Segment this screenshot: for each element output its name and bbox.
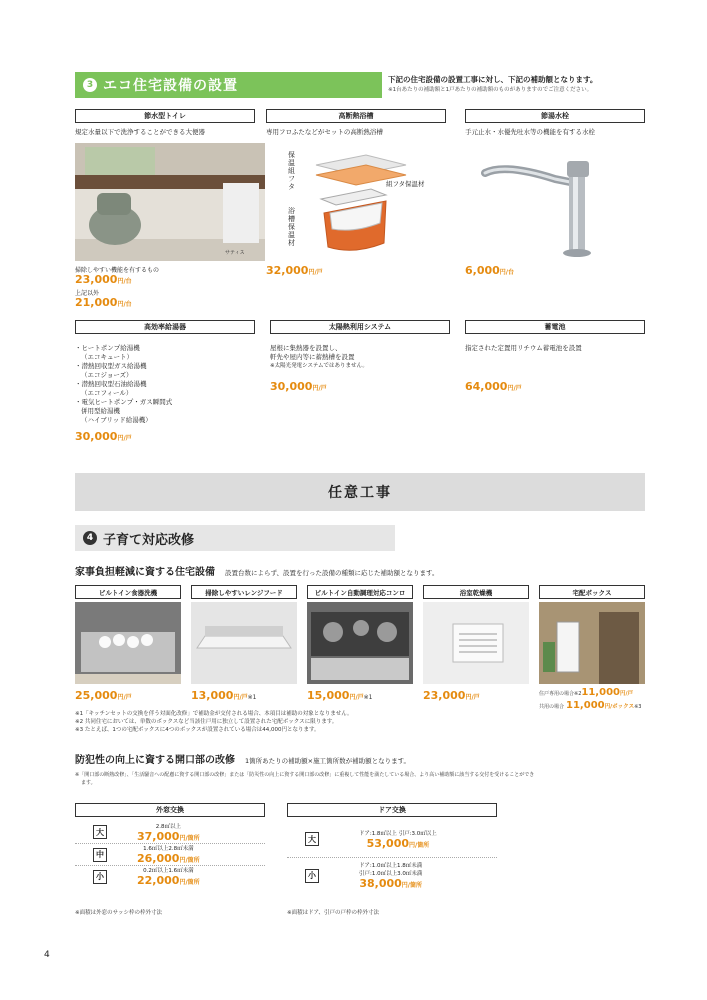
- toilet-line2: 上記以外: [75, 290, 100, 297]
- toilet-line1: 掃除しやすい機能を有するもの: [75, 267, 160, 274]
- bathtub-price-value: 32,000: [266, 264, 309, 277]
- note-3: ※3 たとえば、1つの宅配ボックスに4つのボックスが設置されている場合は44,000円となります。: [75, 727, 320, 733]
- solar-price: [270, 380, 327, 393]
- door-row-large: [287, 821, 497, 857]
- dishwasher-price-value: 25,000: [75, 689, 118, 702]
- water-heater-item: ・潜熱回収型ガス給湯機: [75, 362, 147, 370]
- section3-intro-note: ※1台あたりの補助額と1戸あたりの補助額のものがありますのでご注意ください。: [388, 87, 593, 93]
- window-row-info: [137, 866, 200, 887]
- section3-intro: [388, 74, 648, 96]
- bathtub-side-label: 組フタ保温材: [386, 180, 425, 188]
- delivery-line1: [539, 687, 659, 698]
- range-hood-price: [191, 689, 257, 702]
- bath-dryer-drawing: [423, 602, 529, 684]
- range-hood-drawing: [191, 602, 297, 684]
- water-heater-item: （エコキュート）: [81, 353, 133, 361]
- stove-drawing: [307, 602, 413, 684]
- door-row-small: [287, 857, 497, 893]
- bathtub-price: [266, 264, 323, 277]
- category-battery: 蓄電池: [465, 320, 645, 334]
- delivery-prices: [539, 687, 659, 711]
- stove-price: [307, 689, 373, 702]
- toilet-price1: [75, 274, 265, 288]
- housework-sub: 設置台数によらず、設置を行った設備の種類に応じた補助額となります。: [225, 569, 439, 577]
- dishwasher-photo: [75, 602, 181, 684]
- delivery-line1-mark: ※2: [574, 691, 582, 697]
- delivery-line1-price: 11,000: [581, 687, 620, 698]
- water-heater-item: （エコジョーズ）: [81, 371, 133, 379]
- dishwasher-price-unit: 円/戸: [117, 694, 132, 701]
- section4-number: 4: [83, 531, 97, 545]
- window-header: 外窓交換: [75, 803, 265, 817]
- solar-desc: [270, 344, 460, 371]
- window-row-medium: [75, 843, 265, 865]
- water-heater-price-value: 30,000: [75, 430, 118, 443]
- product-dishwasher: ビルトイン食器洗機: [75, 585, 181, 599]
- solar-note: ※太陽光発電システムではありません。: [270, 363, 368, 369]
- door-price-value: 38,000: [359, 877, 402, 890]
- door-table: [287, 821, 497, 893]
- water-heater-item: ・電気ヒートポンプ・ガス瞬間式: [75, 398, 173, 406]
- window-size-badge: 小: [93, 870, 107, 884]
- window-price-unit: 円/箇所: [179, 834, 200, 842]
- delivery-line2-unit: 円/ボックス: [604, 704, 635, 710]
- window-cond: 0.2㎡以上1.6㎡未満: [143, 868, 194, 874]
- door-cond1: ドア:1.0㎡以上1.8㎡未満: [359, 863, 423, 869]
- door-row-info: [359, 829, 437, 850]
- category-faucet: 節湯水栓: [465, 109, 645, 123]
- stove-mark: ※1: [363, 694, 373, 701]
- door-price-unit: 円/箇所: [409, 841, 430, 849]
- door-price-unit: 円/箇所: [401, 882, 422, 889]
- door-price: [359, 837, 437, 850]
- category-solar: 太陽熱利用システム: [270, 320, 450, 334]
- crime-sub: 1箇所あたりの補助額×施工箇所数が補助額となります。: [245, 757, 411, 765]
- window-cond: 2.8㎡以上: [155, 823, 181, 830]
- delivery-box-drawing: [539, 602, 645, 684]
- optional-work-header: 任意工事: [75, 473, 645, 511]
- faucet-desc: 手元止水・水優先吐水等の機能を有する水栓: [465, 128, 595, 136]
- toilet-illustration: [75, 143, 265, 261]
- window-row-info: [137, 822, 200, 843]
- solar-desc-line1: 屋根に集熱器を設置し、: [270, 344, 342, 352]
- door-footnote: ※面積はドア、引戸の戸枠の枠外寸法: [287, 910, 380, 916]
- stove-price-unit: 円/戸: [349, 694, 364, 701]
- product-stove: ビルトイン自動調理対応コンロ: [307, 585, 413, 599]
- door-header: ドア交換: [287, 803, 497, 817]
- toilet-prices: [75, 265, 265, 311]
- faucet-illustration: [465, 143, 655, 261]
- water-heater-item: （ハイブリッド給湯機）: [81, 416, 152, 424]
- door-cond2: 引戸:3.0㎡以上: [398, 830, 437, 837]
- window-row-large: [75, 821, 265, 843]
- faucet-price: [465, 264, 514, 277]
- section3-number: 3: [83, 78, 97, 92]
- bath-dryer-photo: [423, 602, 529, 684]
- range-hood-mark: ※1: [247, 694, 257, 701]
- range-hood-photo: [191, 602, 297, 684]
- toilet-photo: [75, 143, 265, 261]
- solar-price-value: 30,000: [270, 380, 313, 393]
- note-2: ※2 共同住宅においては、単数のボックスなど当該住戸用に独立して設置された宅配ボックスに限ります。: [75, 719, 338, 725]
- crime-note: [75, 771, 655, 787]
- toilet-photo-label: サティス: [225, 250, 245, 256]
- product-range-hood: 掃除しやすいレンジフード: [191, 585, 297, 599]
- toilet-price2-unit: 円/台: [117, 301, 132, 308]
- window-footnote: ※面積は外窓のサッシ枠の枠外寸法: [75, 910, 162, 916]
- water-heater-item: （エコフィール）: [81, 389, 133, 397]
- window-price: [137, 874, 200, 887]
- battery-price-value: 64,000: [465, 380, 508, 393]
- section3-title: エコ住宅設備の設置: [103, 78, 238, 94]
- toilet-price1-unit: 円/台: [117, 278, 132, 285]
- bath-dryer-price-value: 23,000: [423, 689, 466, 702]
- bathtub-tub-label: 浴槽保温材: [288, 207, 295, 247]
- faucet-drawing: [465, 143, 655, 261]
- solar-price-unit: 円/戸: [312, 385, 327, 392]
- faucet-price-unit: 円/台: [499, 269, 514, 276]
- range-hood-price-unit: 円/戸: [233, 694, 248, 701]
- crime-note-line1: ※「開口部の断熱改修」、「生活騒音への配慮に資する開口部の改修」または「防災性の向上に資する開口部の改修」に重複して性能を満たしている場合、より高い補助額に該当する交付を受けることができ: [75, 772, 535, 778]
- window-cond: 1.6㎡以上2.8㎡未満: [143, 846, 194, 852]
- water-heater-item: ・潜熱回収型石油給湯機: [75, 380, 147, 388]
- door-row-info: [359, 861, 422, 890]
- delivery-line2-price: 11,000: [566, 700, 605, 711]
- housework-title: 家事負担軽減に資する住宅設備: [75, 567, 215, 578]
- solar-desc-line2: 軒先や屋内等に蓄熱槽を設置: [270, 353, 355, 361]
- crime-title: 防犯性の向上に資する開口部の改修: [75, 755, 235, 766]
- door-cond2: 引戸:1.0㎡以上3.0㎡未満: [359, 871, 423, 877]
- product-bath-dryer: 浴室乾燥機: [423, 585, 529, 599]
- window-size-badge: 大: [93, 825, 107, 839]
- window-price-unit: 円/箇所: [179, 857, 200, 864]
- window-price: [137, 830, 200, 843]
- window-price-value: 26,000: [137, 852, 180, 865]
- stove-price-value: 15,000: [307, 689, 350, 702]
- toilet-price2: [75, 297, 265, 311]
- toilet-desc: 規定水量以下で洗浄することができる大便器: [75, 128, 205, 136]
- bathtub-illustration: [266, 143, 456, 261]
- battery-price: [465, 380, 522, 393]
- crime-heading: [75, 751, 655, 766]
- toilet-price2-value: 21,000: [75, 296, 118, 309]
- product-delivery-box: 宅配ボックス: [539, 585, 645, 599]
- bathtub-cover-label: 保温組フタ: [288, 151, 295, 191]
- delivery-line1-label: 住戸専用の場合: [539, 691, 575, 697]
- window-price-unit: 円/箇所: [179, 879, 200, 886]
- bathtub-price-unit: 円/戸: [308, 269, 323, 276]
- water-heater-item: 併用型給湯機: [81, 407, 120, 415]
- section4-header: [75, 525, 395, 551]
- battery-price-unit: 円/戸: [507, 385, 522, 392]
- door-cond: [359, 829, 437, 837]
- housework-notes: [75, 710, 655, 734]
- water-heater-price: [75, 430, 132, 443]
- battery-desc: 指定された定置用リチウム蓄電池を設置: [465, 344, 582, 352]
- window-table: [75, 821, 265, 887]
- section3-intro-main: 下記の住宅設備の設置工事に対し、下記の補助額となります。: [388, 75, 598, 84]
- bath-dryer-price: [423, 689, 480, 702]
- bath-dryer-price-unit: 円/戸: [465, 694, 480, 701]
- water-heater-item: ・ヒートポンプ給湯機: [75, 344, 140, 352]
- window-price-value: 22,000: [137, 874, 180, 887]
- water-heater-list: [75, 344, 265, 425]
- housework-heading: [75, 563, 655, 578]
- note-1: ※1「キッチンセットの交換を伴う対面化改修」で補助金が交付される場合、本項目は補助の対象となりません。: [75, 711, 353, 717]
- crime-note-line2: ます。: [81, 780, 96, 786]
- window-price-value: 37,000: [137, 829, 180, 843]
- dishwasher-price: [75, 689, 132, 702]
- door-price: [359, 877, 422, 890]
- delivery-box-photo: [539, 602, 645, 684]
- page-number: 4: [44, 950, 50, 960]
- section3-header: [75, 72, 382, 98]
- category-bathtub: 高断熱浴槽: [266, 109, 446, 123]
- door-size-badge: 大: [305, 832, 319, 846]
- water-heater-price-unit: 円/戸: [117, 435, 132, 442]
- door-size-badge: 小: [305, 869, 319, 883]
- toilet-price1-value: 23,000: [75, 273, 118, 286]
- dishwasher-drawing: [75, 602, 181, 684]
- delivery-line2-mark: ※3: [634, 704, 642, 710]
- faucet-price-value: 6,000: [465, 264, 500, 277]
- range-hood-price-value: 13,000: [191, 689, 234, 702]
- stove-photo: [307, 602, 413, 684]
- window-price: [137, 852, 200, 865]
- delivery-line2-label: 共用の場合: [539, 704, 565, 710]
- category-toilet: 節水型トイレ: [75, 109, 255, 123]
- window-row-small: [75, 865, 265, 887]
- category-water-heater: 高効率給湯器: [75, 320, 255, 334]
- window-row-info: [137, 844, 200, 865]
- section4-title: 子育て対応改修: [103, 532, 195, 548]
- door-price-value: 53,000: [366, 836, 410, 850]
- bathtub-desc: 専用フロふたなどがセットの高断熱浴槽: [266, 128, 383, 136]
- door-cond1: ドア:1.8㎡以上: [359, 830, 397, 837]
- window-size-badge: 中: [93, 848, 107, 862]
- delivery-line1-unit: 円/戸: [619, 691, 633, 697]
